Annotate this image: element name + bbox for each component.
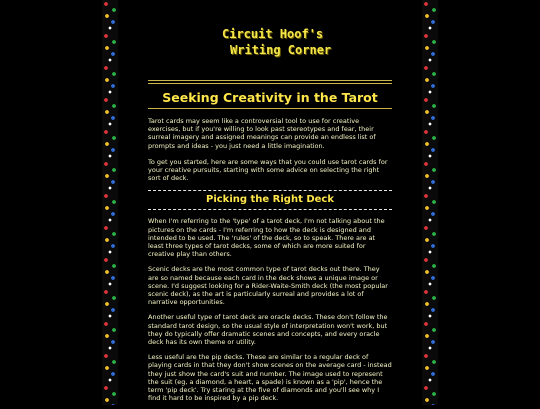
body-paragraph: When I'm referring to the 'type' of a tarot deck, I'm not talking about the pictures on the cards - I'm referring to how the deck is designed and intended to be used. The 'rules' of the deck, so to speak. There are at least three types of tarot decks, some of which are more suited for creative play than others. <box>148 217 385 259</box>
body-paragraph: Another useful type of tarot deck are oracle decks. These don't follow the standard tarot design, so the usual style of interpretation won't work, but they do typically offer dramatic scenes and concepts, and every oracle deck has its own theme or utility. <box>148 313 388 347</box>
decorative-border-left <box>102 0 118 405</box>
section-divider-top <box>148 190 392 191</box>
body-paragraph: Scenic decks are the most common type of tarot decks out there. They are so named because each card in the deck shows a unique image or scene. I'd suggest looking for a Rider-Waite-Smith deck (the most popular scenic deck), as the art is particularly surreal and provides a lot of narrative opportunities. <box>148 265 388 307</box>
title-divider <box>148 80 392 84</box>
decorative-border-right <box>422 0 438 405</box>
site-title-line1: Circuit Hoof's <box>222 27 324 41</box>
intro-section <box>148 117 392 182</box>
main-content <box>148 80 392 409</box>
section-heading: Picking the Right Deck <box>205 194 334 206</box>
section-divider-bottom <box>148 209 392 210</box>
site-title-line2: Writing Corner <box>230 43 332 57</box>
intro-paragraph: To get you started, here are some ways that you could use tarot cards for your creative pursuits, starting with some advice on selecting the right sort of deck. <box>148 157 388 183</box>
body-paragraph: Less useful are the pip decks. These are similar to a regular deck of playing cards in that they don't show scenes on the average card - instead they just show the card's suit and number. The image used to represent the suit (eg, a diamond, a heart, a spade) is known as a 'pip', hence the term 'pip deck'. Try staring at the five of diamonds and you'll see why I find it hard to be inspired by a pip deck. <box>148 353 392 403</box>
site-logo[interactable] <box>214 26 334 58</box>
page-title: Seeking Creativity in the Tarot <box>148 90 392 109</box>
intro-paragraph: Tarot cards may seem like a controversial tool to use for creative exercises, but if you're willing to look past stereotypes and fear, their surreal imagery and assigned meanings can provide an endless list of prompts and ideas - you just need a little imagination. <box>148 117 376 150</box>
